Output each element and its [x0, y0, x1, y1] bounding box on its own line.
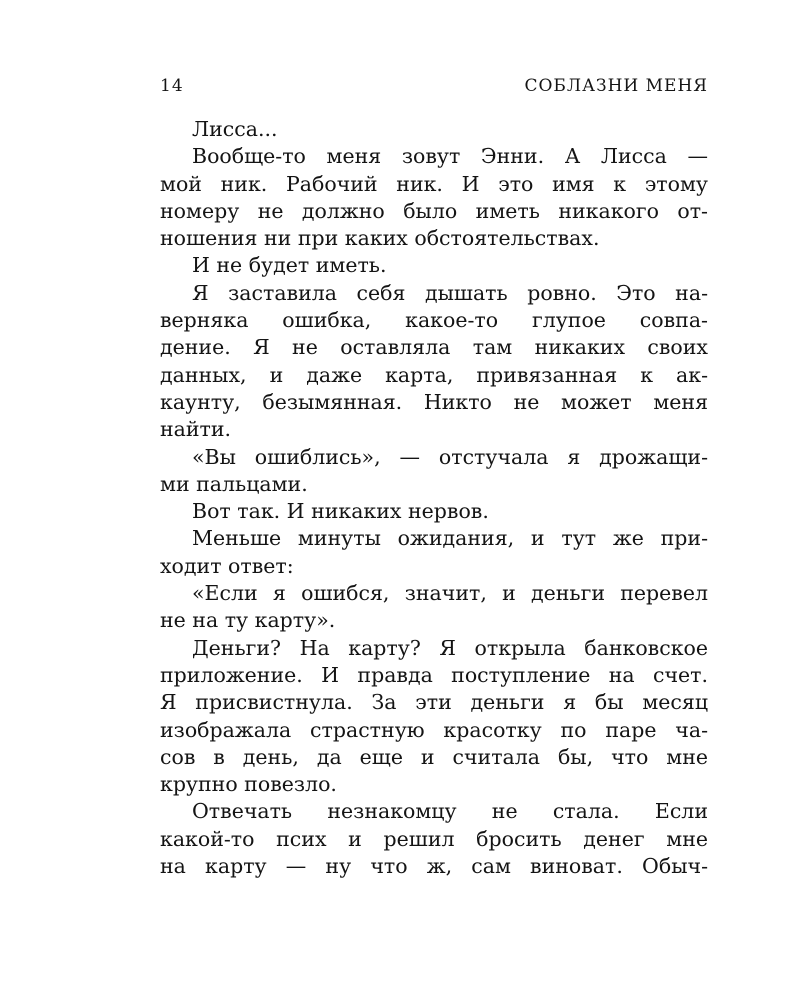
- text-line: верняка ошибка, какое-то глупое совпа-: [160, 308, 708, 333]
- text-line: Вообще-то меня зовут Энни. А Лисса —: [192, 144, 708, 169]
- text-line: Я заставила себя дышать ровно. Это на-: [192, 280, 708, 305]
- text-line: сов в день, да еще и считала бы, что мне: [160, 744, 708, 769]
- text-line: на карту — ну что ж, сам виноват. Обыч-: [160, 854, 708, 879]
- text-line: не на ту карту».: [160, 608, 336, 633]
- text-line: каунту, безымянная. Никто не может меня: [160, 389, 708, 414]
- text-line: мой ник. Рабочий ник. И это имя к этому: [160, 171, 708, 196]
- text-line: ношения ни при каких обстоятельствах.: [160, 226, 600, 251]
- text-line: какой-то псих и решил бросить денег мне: [160, 826, 708, 851]
- text-line: Отвечать незнакомцу не стала. Если: [192, 799, 708, 824]
- page-number: 14: [160, 76, 184, 96]
- text-line: изображала страстную красотку по паре ча-: [160, 717, 708, 742]
- text-line: приложение. И правда поступление на счет.: [160, 662, 708, 687]
- text-line: Я присвистнула. За эти деньги я бы месяц: [160, 690, 708, 715]
- text-line: номеру не должно было иметь никакого от-: [160, 198, 708, 223]
- text-line: Вот так. И никаких нервов.: [192, 499, 489, 524]
- text-line: найти.: [160, 417, 232, 442]
- text-line: ходит ответ:: [160, 553, 294, 578]
- text-line: «Вы ошиблись», — отстучала я дрожащи-: [192, 444, 708, 469]
- text-line: И не будет иметь.: [192, 253, 387, 278]
- body-text: [160, 116, 708, 880]
- text-line: данных, и даже карта, привязанная к ак-: [160, 362, 708, 387]
- text-line: Деньги? На карту? Я открыла банковское: [192, 635, 708, 660]
- text-line: Меньше минуты ожидания, и тут же при-: [192, 526, 708, 551]
- text-line: крупно повезло.: [160, 772, 337, 797]
- running-head: [160, 76, 708, 100]
- text-line: Лисса...: [192, 117, 278, 141]
- book-title: СОБЛАЗНИ МЕНЯ: [524, 76, 708, 96]
- text-line: ми пальцами.: [160, 471, 308, 496]
- text-line: «Если я ошибся, значит, и деньги перевел: [192, 581, 708, 606]
- text-line: дение. Я не оставляла там никаких своих: [160, 335, 708, 360]
